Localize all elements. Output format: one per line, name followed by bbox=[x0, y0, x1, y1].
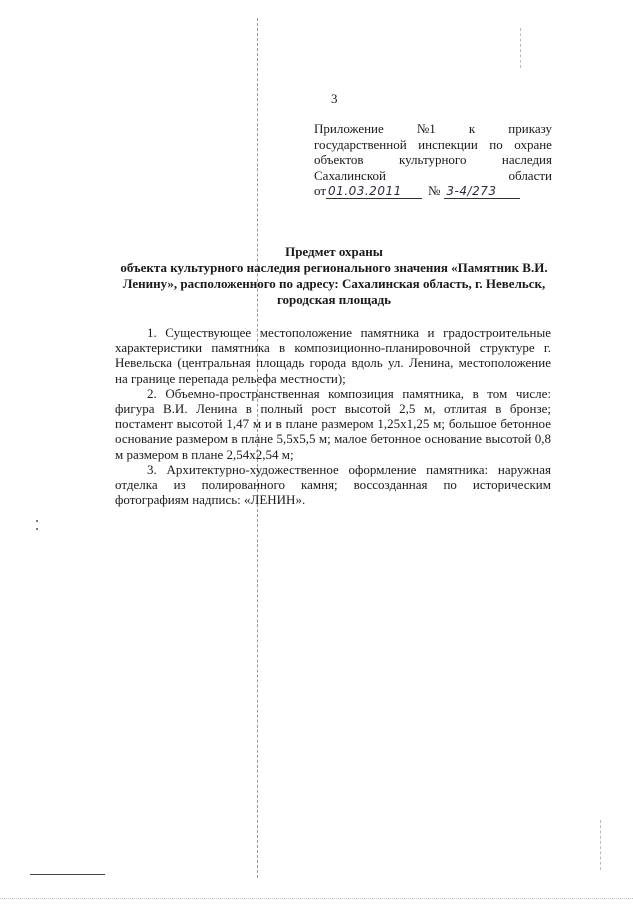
document-title bbox=[114, 244, 554, 308]
date-number-line bbox=[314, 183, 552, 199]
title-subject: объекта культурного наследия регионального значения «Памятник В.И. Ленину», расположенного по адресу: Сахалинская область, г. Невельск, городская площадь bbox=[120, 260, 548, 307]
from-label: от bbox=[314, 183, 327, 198]
list-item: 2. Объемно-пространственная композиция памятника, в том числе: фигура В.И. Ленина в полный рост высотой 2,5 м, отлитая в бронзе; постамент высотой 1,47 м и в плане размером 1,25х1,25 м; большое бетонное основание размером в плане 5,5х5,5 м; малое бетонное основание высотой 0,8 м размером в плане 2,54х2,54 м; bbox=[115, 385, 551, 462]
list-item: 3. Архитектурно-художественное оформление памятника: наружная отделка из полированного камня; воссозданная по историческим фотографиям надпись: «ЛЕНИН». bbox=[115, 461, 551, 508]
number-sign: № bbox=[428, 183, 441, 198]
appendix-line: Сахалинской области bbox=[314, 167, 552, 183]
scan-artifact bbox=[520, 28, 523, 68]
scan-artifact bbox=[600, 820, 603, 870]
title-heading: Предмет охраны bbox=[285, 244, 383, 259]
handwritten-date: 01.03.2011 bbox=[326, 185, 422, 199]
handwritten-number: 3-4/273 bbox=[444, 185, 520, 199]
list-item: 1. Существующее местоположение памятника и градостроительные характеристики памятника в композиционно-планировочной структуре г. Невельска (центральная площадь города вдоль ул. Ленина, местоположение на границе перепада рельефа местности); bbox=[115, 325, 551, 386]
appendix-line: объектов культурного наследия bbox=[314, 152, 552, 167]
document-body bbox=[115, 325, 551, 507]
scan-artifact bbox=[0, 898, 633, 899]
appendix-line: государственной инспекции по охране bbox=[314, 136, 552, 152]
scan-artifact bbox=[30, 874, 105, 875]
appendix-line: Приложение №1 к приказу bbox=[314, 121, 552, 136]
page-number: 3 bbox=[331, 91, 338, 106]
appendix-header bbox=[314, 121, 552, 199]
scan-dot bbox=[36, 528, 38, 530]
scan-dot bbox=[36, 520, 38, 522]
